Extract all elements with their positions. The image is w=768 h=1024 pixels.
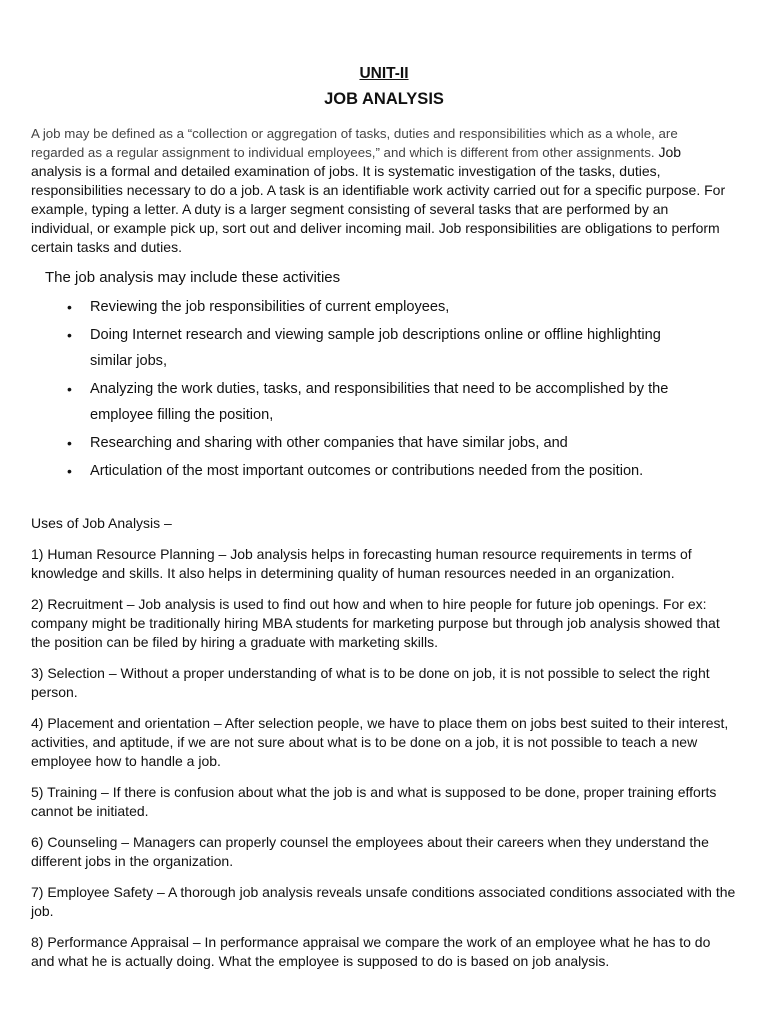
intro-paragraph — [31, 124, 731, 257]
page-title: JOB ANALYSIS — [324, 90, 444, 108]
bullet-icon: • — [67, 327, 72, 343]
uses-item-recruitment: 2) Recruitment – Job analysis is used to find out how and when to hire people for future job openings. For ex: company might be traditionally hiring MBA students for marketing purpose but through job analysis showed that the position can be filed by hiring a graduate with marketing skills. — [31, 596, 720, 650]
uses-item-appraisal: 8) Performance Appraisal – In performance appraisal we compare the work of an employee what he has to do and what he is actually doing. What the employee is supposed to do is based on job analysis. — [31, 934, 711, 969]
uses-item-safety: 7) Employee Safety – A thorough job analysis reveals unsafe conditions associated conditions associated with the job. — [31, 884, 736, 919]
activities-lead: The job analysis may include these activities — [45, 269, 341, 286]
activities-list — [0, 294, 768, 486]
intro-definition: A job may be defined as a “collection or aggregation of tasks, duties and responsibilities which as a whole, are regarded as a regular assignment to individual employees,” and which is different from other assignments. — [31, 126, 678, 160]
list-item — [0, 376, 768, 428]
uses-item-selection: 3) Selection – Without a proper understanding of what is to be done on job, it is not possible to select the right person. — [31, 665, 710, 700]
uses-list — [31, 545, 737, 983]
list-item-text: Reviewing the job responsibilities of current employees, — [90, 299, 450, 315]
list-item-text: Analyzing the work duties, tasks, and responsibilities that need to be accomplished by the employee filling the position, — [90, 381, 669, 423]
list-item-text: Doing Internet research and viewing sample job descriptions online or offline highlighting similar jobs, — [90, 327, 661, 369]
list-item — [0, 294, 768, 320]
intro-body: Job analysis is a formal and detailed examination of jobs. It is systematic investigation of the tasks, duties, responsibilities necessary to do a job. A task is an identifiable work activity carried out for a specific purpose. For example, typing a letter. A duty is a larger segment consisting of several tasks that are performed by an individual, or example pick up, sort out and deliver incoming mail. Job responsibilities are obligations to perform certain tasks and duties. — [31, 144, 726, 255]
list-item-text: Articulation of the most important outcomes or contributions needed from the position. — [90, 463, 644, 479]
list-item-text: Researching and sharing with other companies that have similar jobs, and — [90, 435, 568, 451]
uses-heading: Uses of Job Analysis – — [31, 515, 172, 531]
list-item — [0, 458, 768, 484]
list-item — [0, 322, 768, 374]
unit-heading: UNIT-II — [359, 65, 409, 82]
bullet-icon: • — [67, 463, 72, 479]
uses-item-hr-planning: 1) Human Resource Planning – Job analysis helps in forecasting human resource requirements in terms of knowledge and skills. It also helps in determining quality of human resources needed in an organization. — [31, 546, 692, 581]
list-item — [0, 430, 768, 456]
uses-item-placement: 4) Placement and orientation – After selection people, we have to place them on jobs best suited to their interest, activities, and aptitude, if we are not sure about what is to be done on a job, it is not possible to teach a new employee how to handle a job. — [31, 715, 729, 769]
uses-item-counseling: 6) Counseling – Managers can properly counsel the employees about their careers when they understand the different jobs in the organization. — [31, 834, 709, 869]
bullet-icon: • — [67, 381, 72, 397]
bullet-icon: • — [67, 435, 72, 451]
uses-item-training: 5) Training – If there is confusion about what the job is and what is supposed to be done, proper training efforts cannot be initiated. — [31, 784, 717, 819]
bullet-icon: • — [67, 299, 72, 315]
